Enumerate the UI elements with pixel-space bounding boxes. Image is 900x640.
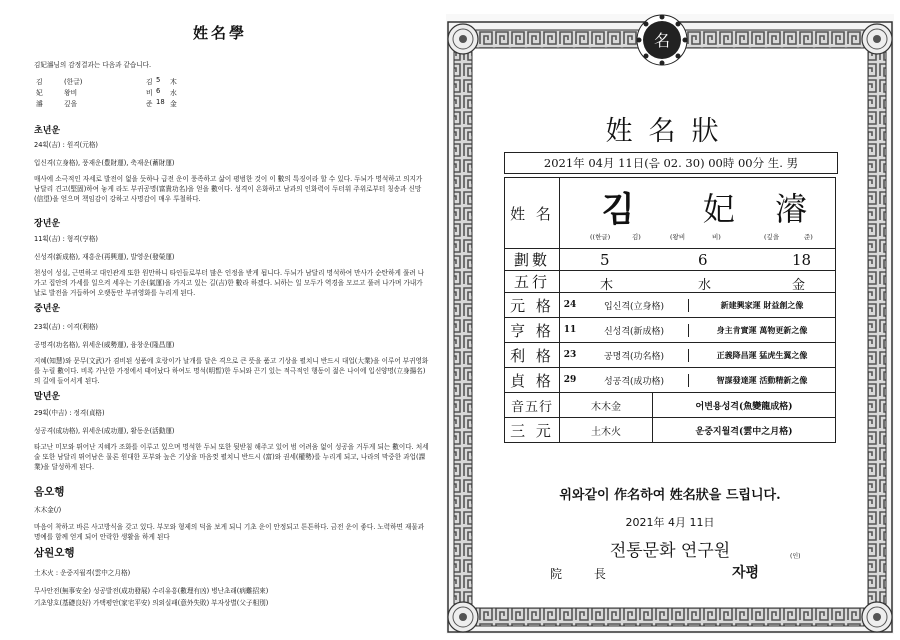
name-row: 濬 깊을 준 18 金	[36, 98, 177, 108]
section-heading: 초년운	[34, 126, 61, 136]
eum-ohaeng-row: 音五行 木木金 어변용성격(魚變龍成格)	[505, 393, 836, 418]
eumoh-body: 마음이 착하고 바른 사고방식을 갖고 있다. 부모와 형제의 덕을 보게 되니 기초 운이 안정되고 튼튼하다. 금전 운이 좋다. 노력하면 재물과 명예를 함께 얻게 되어 안락한 생활을 하게 된다	[34, 523, 425, 541]
name-row: 김 (한글) 김 5 木	[36, 76, 177, 86]
section-body: 타고난 미모와 뛰어난 지혜가 조화를 이루고 있으며 명석한 두뇌 또한 뒷받침 해주고 있어 범 어려움 없이 성공을 거두게 되는 數이다. 처세술 또한 남달리 뛰어남은 물론 원대한 포부와 높은 기상을 마음껏 펼치니 반드시 (富)와 권세(權勢)를 누리게 되고, 나라의 막중한 과업(課業)을 달성하게 된다.	[34, 443, 429, 471]
section-heading: 장년운	[34, 219, 61, 229]
strokes-row	[505, 249, 836, 271]
gyeok-row: 貞 格 29 성공격(成功格) 智謀發達運 活動精新之像	[505, 368, 836, 393]
name-row: 妃 왕비 비 6 水	[36, 87, 177, 97]
strokes-cell: 5 6 18	[560, 249, 836, 271]
name-row	[505, 178, 836, 249]
svg-text:名: 名	[653, 31, 671, 50]
organization-name: 전통문화 연구원	[609, 541, 731, 561]
samwon-value: 土木火 : 운중지월격(雲中之月格)	[34, 569, 131, 577]
analysis-document	[0, 0, 440, 640]
name-hanja: 妃 濬	[702, 190, 808, 228]
certificate-title: 姓名狀	[605, 116, 735, 147]
section-gyeok: 11획(吉) : 형격(亨格)	[34, 235, 98, 243]
elements-cell: 木 水 金	[560, 271, 836, 293]
section-gyeok: 24획(吉) : 원격(元格)	[34, 141, 98, 149]
section-body: 지혜(知慧)와 문무(文武)가 겸비된 성품에 호랑이가 날개를 달은 격으로 큰 뜻을 품고 기상을 펼치니 반드시 대업(大業)을 이루어 부귀영화를 누릴 數이다. 비록 가난한 가정에서 태어났다 하여도 명석(明晳)한 두뇌와 끈기 있는 적극적인 행동이 젊은 나이에 입신양명(立身揚名)의 길에 들어서게 된다.	[34, 357, 429, 385]
name-cell: 김 妃 濬 ((한글) 김) (왕비 비) (깊을 준)	[560, 178, 836, 249]
section-luck: 입신격(立身格), 풍재운(豊財運), 축재운(蓄財運)	[34, 159, 175, 167]
name-hangul: 김	[601, 190, 647, 230]
head-title: 院 長	[550, 567, 620, 581]
closing-statement: 위와같이 作名하여 姓名狀을 드립니다.	[559, 488, 781, 503]
eumoh-value: 木木金(/)	[34, 506, 62, 514]
gyeok-row: 元 格 24 입신격(立身格) 新建興家運 財益創之像	[505, 293, 836, 318]
corner-rosette	[448, 24, 478, 54]
elements-label: 五行	[505, 271, 560, 293]
emblem-icon	[636, 14, 688, 66]
name-label: 姓 名	[505, 178, 560, 249]
name-analysis-table	[504, 177, 836, 443]
intro-text: 김妃濬님의 감정결과는 다음과 같습니다.	[34, 61, 152, 69]
samwon-heading: 삼원오행	[34, 547, 75, 559]
elements-row	[505, 271, 836, 293]
corner-rosette	[448, 602, 478, 632]
name-certificate	[446, 14, 894, 634]
eumoh-heading: 음오행	[34, 486, 65, 498]
section-luck: 성공격(成功格), 위세운(成功運), 활동운(活動運)	[34, 427, 175, 435]
signature: 자평	[732, 565, 760, 581]
corner-rosette	[862, 24, 892, 54]
section-heading: 중년운	[34, 304, 61, 314]
section-gyeok: 29획(中吉) : 정격(貞格)	[34, 409, 105, 417]
section-body: 천성이 성실, 근면하고 대인관계 또한 원만하니 타인들로부터 많은 인정을 받게 됩니다. 두뇌가 남달리 명석하여 만사가 순탄하게 풀려 나가고 집안의 가세를 일으켜 세우는 기운(氣運)을 가지고 있는 길(吉)한 數라 하겠다. 뇌하는 일 모두가 역경을 모르고 풀려 나가며 가내가 날로 발전을 거듭하여 오랫동안 부귀영화를 누리게 된다.	[34, 269, 425, 297]
samwon-row: 三 元 土木火 운중지월격(雲中之月格)	[505, 418, 836, 443]
section-body: 매사에 소극적인 자세로 발전이 없을 듯하나 급전 운이 풍족하고 삶이 평범한 것이 이 數의 특징이라 할 수 있다. 두뇌가 명석하고 의지가 남달리 견고(堅固)하여 놓게 라도 부귀공명(富貴功名)을 얻을 數이다. 성격이 온화하고 남과의 인화력이 두터워 주위로부터 칭송과 신망(信望)을 얻으며 책임감이 강하고 사명감이 매우 투철하다.	[34, 175, 423, 203]
issue-date: 2021年 4月 11日	[625, 516, 715, 529]
gyeok-row: 利 格 23 공명격(功名格) 正義降昌運 猛虎生翼之像	[505, 343, 836, 368]
section-luck: 신성격(新成格), 재흥운(再興運), 발영운(發榮運)	[34, 253, 175, 261]
document-title: 姓名學	[192, 24, 247, 42]
strokes-label: 劃數	[505, 249, 560, 271]
section-luck: 공명격(功名格), 위세운(威勢運), 융창운(隆昌運)	[34, 341, 175, 349]
birth-date-line: 2021年 04月 11日(음 02. 30) 00時 00分 生. 男	[504, 152, 838, 174]
samwon-line: 무사안전(無事安全) 성공발전(成功發展) 수리유흥(數理有凶) 병난초래(病難招來)	[34, 587, 269, 595]
corner-rosette	[862, 602, 892, 632]
gyeok-row: 亨 格 11 신성격(新成格) 身主肯實運 萬物更新之像	[505, 318, 836, 343]
section-gyeok: 23획(吉) : 이격(利格)	[34, 323, 98, 331]
seal-mark: (인)	[790, 553, 801, 560]
section-heading: 말년운	[34, 392, 61, 402]
samwon-line: 기초양호(基礎良好) 가택평안(家宅平安) 의외실패(意外失敗) 부자상별(父子相別)	[34, 599, 269, 607]
